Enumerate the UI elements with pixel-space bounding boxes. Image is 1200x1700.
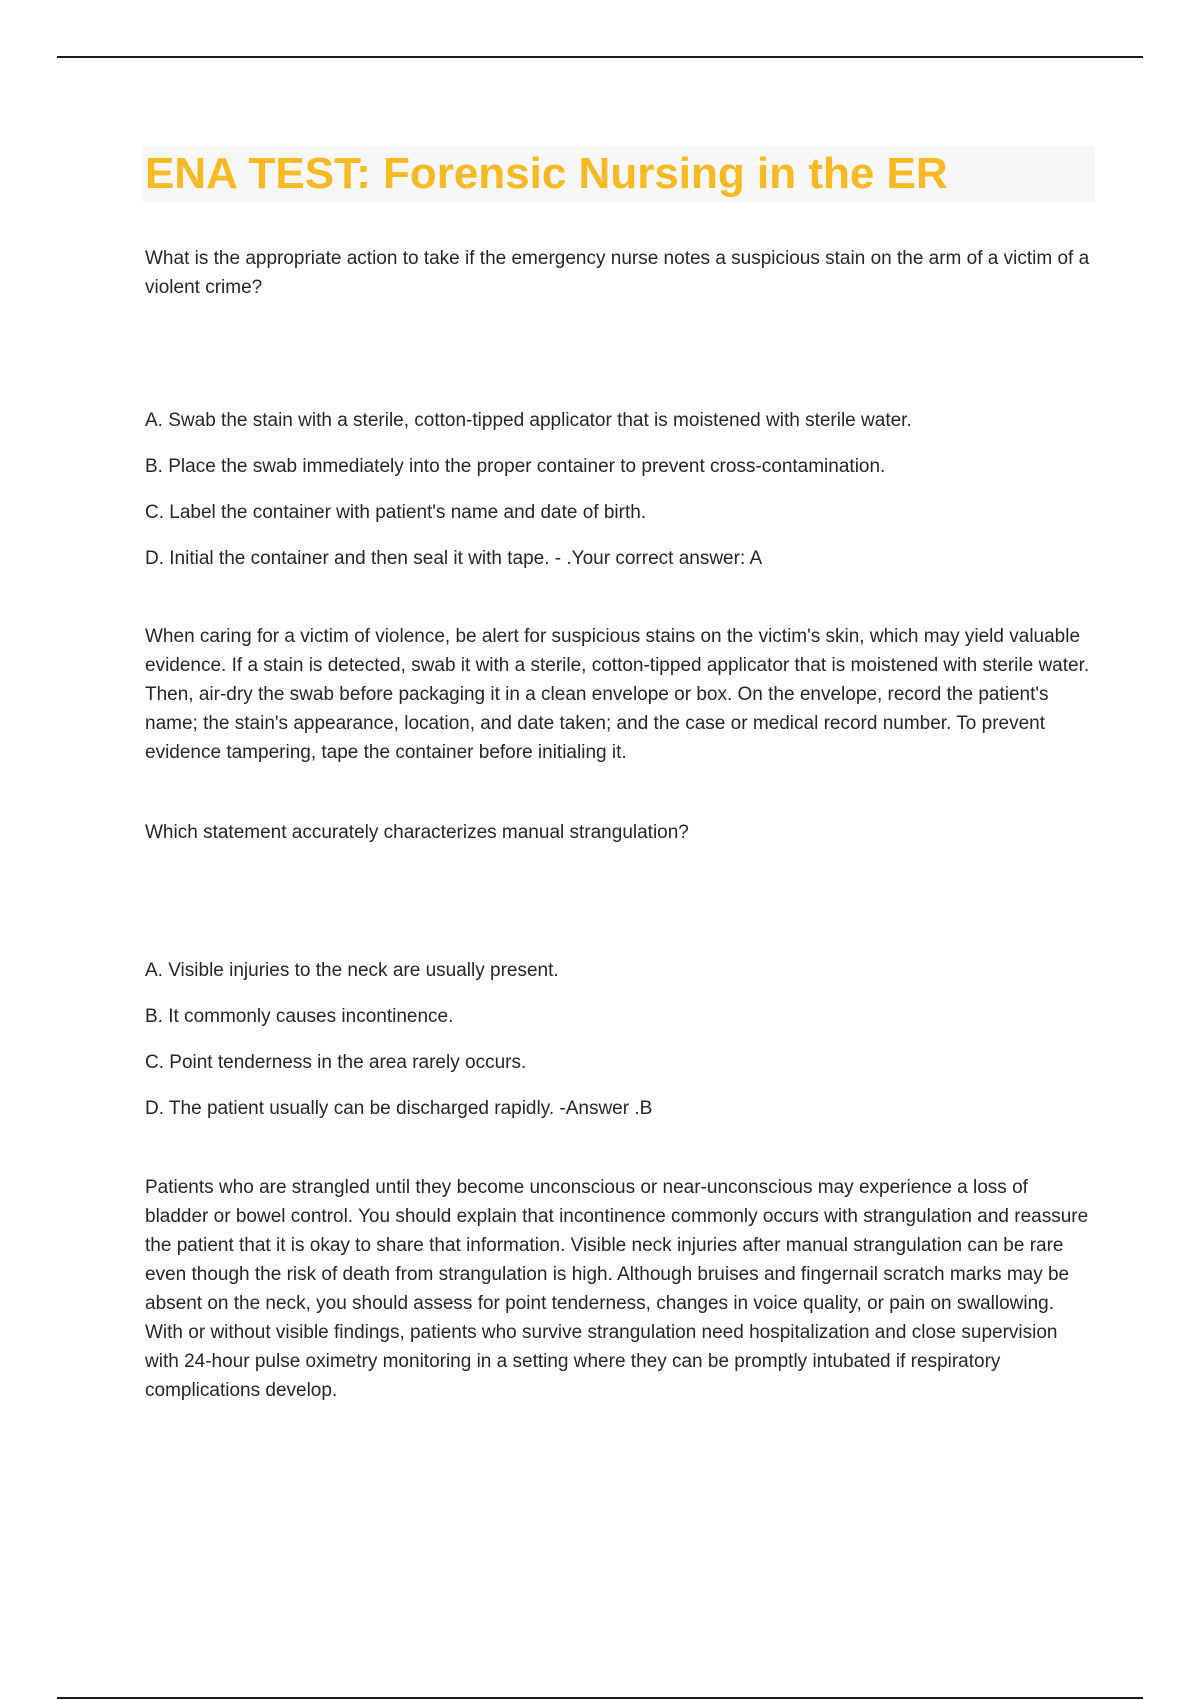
question-1-option-b: B. Place the swab immediately into the proper container to prevent cross-contamination. (145, 456, 886, 477)
bottom-rule (57, 1697, 1143, 1699)
top-rule (57, 56, 1143, 58)
question-2-options (145, 956, 1095, 1123)
question-1-option-d: D. Initial the container and then seal it with tape. - .Your correct answer: A (145, 548, 763, 569)
question-2-option-c: C. Point tenderness in the area rarely occurs. (145, 1052, 527, 1073)
question-1-option-c: C. Label the container with patient's name and date of birth. (145, 502, 647, 523)
question-1-option-a: A. Swab the stain with a sterile, cotton-tipped applicator that is moistened with sterile water. (145, 410, 912, 431)
question-1-explanation: When caring for a victim of violence, be alert for suspicious stains on the victim's skin, which may yield valuable evidence. If a stain is detected, swab it with a sterile, cotton-tipped applicator that is moistened with sterile water. Then, air-dry the swab before packaging it in a clean envelope or box. On the envelope, record the patient's name; the stain's appearance, location, and date taken; and the case or medical record number. To prevent evidence tampering, tape the container before initialing it. (145, 626, 1090, 763)
question-2-prompt: Which statement accurately characterizes manual strangulation? (145, 822, 689, 843)
question-2-option-d: D. The patient usually can be discharged rapidly. -Answer .B (145, 1098, 653, 1119)
title-band (142, 146, 1095, 202)
question-2-option-b: B. It commonly causes incontinence. (145, 1006, 454, 1027)
question-2-explanation: Patients who are strangled until they become unconscious or near-unconscious may experience a loss of bladder or bowel control. You should explain that incontinence commonly occurs with strangulation and reassure the patient that it is okay to share that information. Visible neck injuries after manual strangulation can be rare even though the risk of death from strangulation is high. Although bruises and fingernail scratch marks may be absent on the neck, you should assess for point tenderness, changes in voice quality, or pain on swallowing. With or without visible findings, patients who survive strangulation need hospitalization and close supervision with 24-hour pulse oximetry monitoring in a setting where they can be promptly intubated if respiratory complications develop. (145, 1177, 1089, 1401)
document-body (145, 146, 1095, 1405)
question-1-options (145, 406, 1095, 573)
document-title: ENA TEST: Forensic Nursing in the ER (145, 149, 948, 198)
question-1-prompt: What is the appropriate action to take if the emergency nurse notes a suspicious stain on the arm of a victim of a violent crime? (145, 248, 1090, 298)
question-2-option-a: A. Visible injuries to the neck are usually present. (145, 960, 559, 981)
